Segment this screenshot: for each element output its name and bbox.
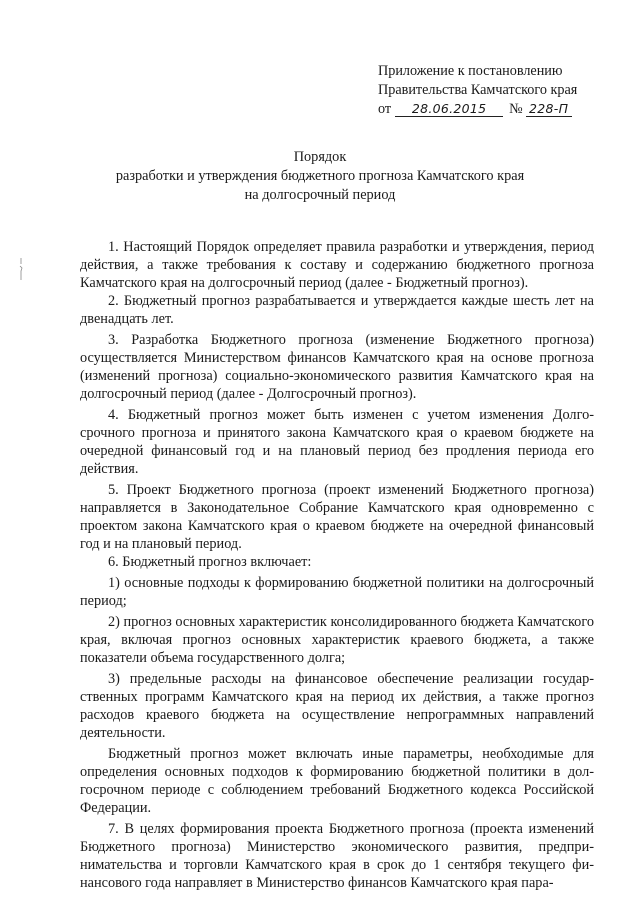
appendix-header bbox=[378, 62, 628, 119]
document-body bbox=[80, 238, 594, 892]
document-title bbox=[90, 148, 550, 205]
title-line-3: на долгосрочный период bbox=[244, 187, 396, 203]
list-item-3: 3) предельные расходы на финансовое обеспечение реализации государственных программ Камчатского края на период их действия, а также прогноз расходов краевого бюджета на осуществление непрограммных направлений деятельности. bbox=[80, 671, 594, 741]
margin-scan-mark bbox=[18, 258, 24, 280]
paragraph-3: 3. Разработка Бюджетного прогноза (изменение Бюджетного прогноза) осуществляется Министерством финансов Камчатского края на основе прогноза (изменений прогноза) социально-экономического развития Камчатского края на долгосрочный период (далее - Долгосрочный прогноз). bbox=[80, 332, 594, 402]
paragraph-1: 1. Настоящий Порядок определяет правила разработки и утверждения, период действия, а также требования к составу и содержанию бюджетного прогноза Камчатского края на долгосрочный период (далее - Бюджетный прогноз). bbox=[80, 239, 594, 291]
list-item-1: 1) основные подходы к формированию бюджетной политики на долгосрочный период; bbox=[80, 575, 594, 609]
paragraph-other-parameters: Бюджетный прогноз может включать иные параметры, необходимые для определения основных подходов к формированию бюджетной политики в долгосрочном периоде с соблюдением требований Бюджетного кодекса Российской Федерации. bbox=[80, 746, 594, 816]
list-item-2: 2) прогноз основных характеристик консолидированного бюджета Камчатского края, включая прогноз основных характеристик краевого бюджета, а также показатели объема государственного долга; bbox=[80, 614, 594, 666]
paragraph-7: 7. В целях формирования проекта Бюджетного прогноза (проекта изменений Бюджетного прогноза) Министерство экономического развития, предпринимательства и торговли Камчатского края в срок до 1 сентября текущего финансового года направляет в Министерство финансов Камчатского края пара- bbox=[80, 821, 594, 891]
number-label: № bbox=[509, 101, 523, 117]
paragraph-5: 5. Проект Бюджетного прогноза (проект изменений Бюджетного прогноза) направляется в Законодательное Собрание Камчатского края одновременно с проектом закона Камчатского края о краевом бюджете на очередной финансовый год и на плановый период. bbox=[80, 482, 594, 552]
from-label: от bbox=[378, 101, 392, 117]
handwritten-number: 228-П bbox=[526, 101, 572, 117]
title-line-1: Порядок bbox=[293, 149, 347, 165]
handwritten-date: 28.06.2015 bbox=[395, 101, 503, 117]
paragraph-2: 2. Бюджетный прогноз разрабатывается и утверждается каждые шесть лет на двенадцать лет. bbox=[80, 293, 594, 327]
title-line-2: разработки и утверждения бюджетного прогноза Камчатского края bbox=[115, 168, 525, 184]
paragraph-6: 6. Бюджетный прогноз включает: bbox=[108, 554, 312, 570]
appendix-line-2: Правительства Камчатского края bbox=[378, 82, 578, 98]
paragraph-4: 4. Бюджетный прогноз может быть изменен с учетом изменения Долгосрочного прогноза и принятого закона Камчатского края о краевом бюджете на очередной финансовый год и на плановый период без продления периода его действия. bbox=[80, 407, 594, 477]
appendix-line-1: Приложение к постановлению bbox=[378, 63, 563, 79]
appendix-date-number-line bbox=[378, 100, 628, 119]
